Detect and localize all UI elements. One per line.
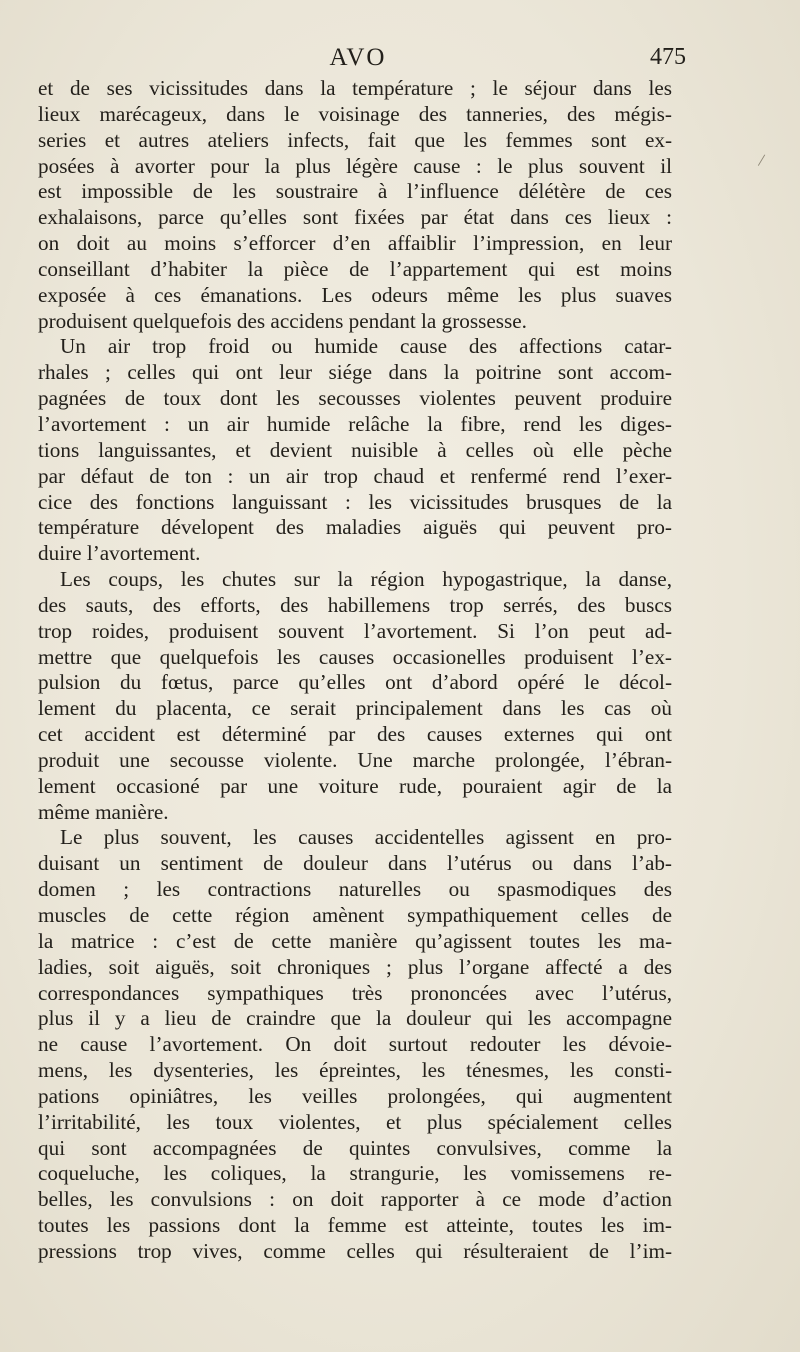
text-line: ladies, soit aiguës, soit chroniques ; plus l’organe affecté a des xyxy=(38,954,672,979)
running-head: AVO xyxy=(329,44,387,71)
text-line: exposée à ces émanations. Les odeurs même les plus suaves xyxy=(38,282,672,307)
text-line: par défaut de ton : un air trop chaud et renfermé rend l’exer- xyxy=(38,463,672,488)
text-line: domen ; les contractions naturelles ou spasmodiques des xyxy=(38,877,672,902)
text-line: duire l’avortement. xyxy=(38,541,201,566)
text-line: posées à avorter pour la plus légère cause : le plus souvent il xyxy=(38,153,672,178)
text-line: pations opiniâtres, les veilles prolongées, qui augmentent xyxy=(38,1083,672,1108)
body-text xyxy=(38,76,672,1265)
text-line: series et autres ateliers infects, fait que les femmes sont ex- xyxy=(38,127,672,152)
text-line: on doit au moins s’efforcer d’en affaiblir l’impression, en leur xyxy=(38,231,672,256)
text-line: des sauts, des efforts, des habillemens trop serrés, des buscs xyxy=(38,592,672,617)
text-line: l’irritabilité, les toux violentes, et plus spécialement celles xyxy=(38,1109,672,1134)
text-line: muscles de cette région amènent sympathiquement celles de xyxy=(38,903,672,927)
text-line: pulsion du fœtus, parce qu’elles ont d’abord opéré le décol- xyxy=(38,670,672,695)
text-line: température dévelopent des maladies aiguës qui peuvent pro- xyxy=(38,515,672,540)
text-line: lement occasioné par une voiture rude, pouraient agir de la xyxy=(38,773,672,798)
page-header xyxy=(38,40,686,76)
page-number: 475 xyxy=(650,44,686,70)
text-line: correspondances sympathiques très prononcées avec l’utérus, xyxy=(38,980,672,1005)
text-line: rhales ; celles qui ont leur siége dans la poitrine sont accom- xyxy=(38,360,672,385)
text-line: l’avortement : un air humide relâche la fibre, rend les diges- xyxy=(38,411,672,436)
text-line: ne cause l’avortement. On doit surtout redouter les dévoie- xyxy=(38,1032,672,1057)
text-line: lement du placenta, ce serait principalement dans les cas où xyxy=(38,696,672,721)
text-line: produisent quelquefois des accidens pendant la grossesse. xyxy=(38,308,527,333)
text-line: et de ses vicissitudes dans la température ; le séjour dans les xyxy=(38,76,672,100)
text-line: Un air trop froid ou humide cause des affections catar- xyxy=(60,334,672,359)
text-line: cet accident est déterminé par des causes externes qui ont xyxy=(38,722,672,747)
text-line: même manière. xyxy=(38,799,169,824)
text-line: lieux marécageux, dans le voisinage des tanneries, des mégis- xyxy=(38,101,672,126)
text-line: plus il y a lieu de craindre que la douleur qui les accompagne xyxy=(38,1006,672,1031)
text-line: cice des fonctions languissant : les vicissitudes brusques de la xyxy=(38,489,672,514)
margin-stroke-mark: / xyxy=(757,149,767,171)
text-line: est impossible de les soustraire à l’influence délétère de ces xyxy=(38,179,672,204)
text-line: coqueluche, les coliques, la strangurie, les vomissemens re- xyxy=(38,1161,672,1186)
text-line: Le plus souvent, les causes accidentelles agissent en pro- xyxy=(60,825,672,850)
text-line: Les coups, les chutes sur la région hypogastrique, la danse, xyxy=(60,567,672,592)
text-line: belles, les convulsions : on doit rapporter à ce mode d’action xyxy=(38,1187,672,1212)
text-line: pressions trop vives, comme celles qui résulteraient de l’im- xyxy=(38,1238,672,1263)
text-line: tions languissantes, et devient nuisible à celles où elle pèche xyxy=(38,437,672,462)
text-line: la matrice : c’est de cette manière qu’agissent toutes les ma- xyxy=(38,928,672,953)
text-line: toutes les passions dont la femme est atteinte, toutes les im- xyxy=(38,1213,672,1238)
text-line: conseillant d’habiter la pièce de l’appartement qui est moins xyxy=(38,256,672,281)
text-line: mens, les dysenteries, les épreintes, les ténesmes, les consti- xyxy=(38,1058,672,1083)
text-line: pagnées de toux dont les secousses violentes peuvent produire xyxy=(38,386,672,411)
text-line: produit une secousse violente. Une marche prolongée, l’ébran- xyxy=(38,747,672,772)
text-line: qui sont accompagnées de quintes convulsives, comme la xyxy=(38,1135,672,1160)
text-line: duisant un sentiment de douleur dans l’utérus ou dans l’ab- xyxy=(38,851,672,876)
text-line: exhalaisons, parce qu’elles sont fixées par état dans ces lieux : xyxy=(38,205,672,230)
text-line: mettre que quelquefois les causes occasionelles produisent l’ex- xyxy=(38,644,672,669)
text-line: trop roides, produisent souvent l’avortement. Si l’on peut ad- xyxy=(38,618,672,643)
